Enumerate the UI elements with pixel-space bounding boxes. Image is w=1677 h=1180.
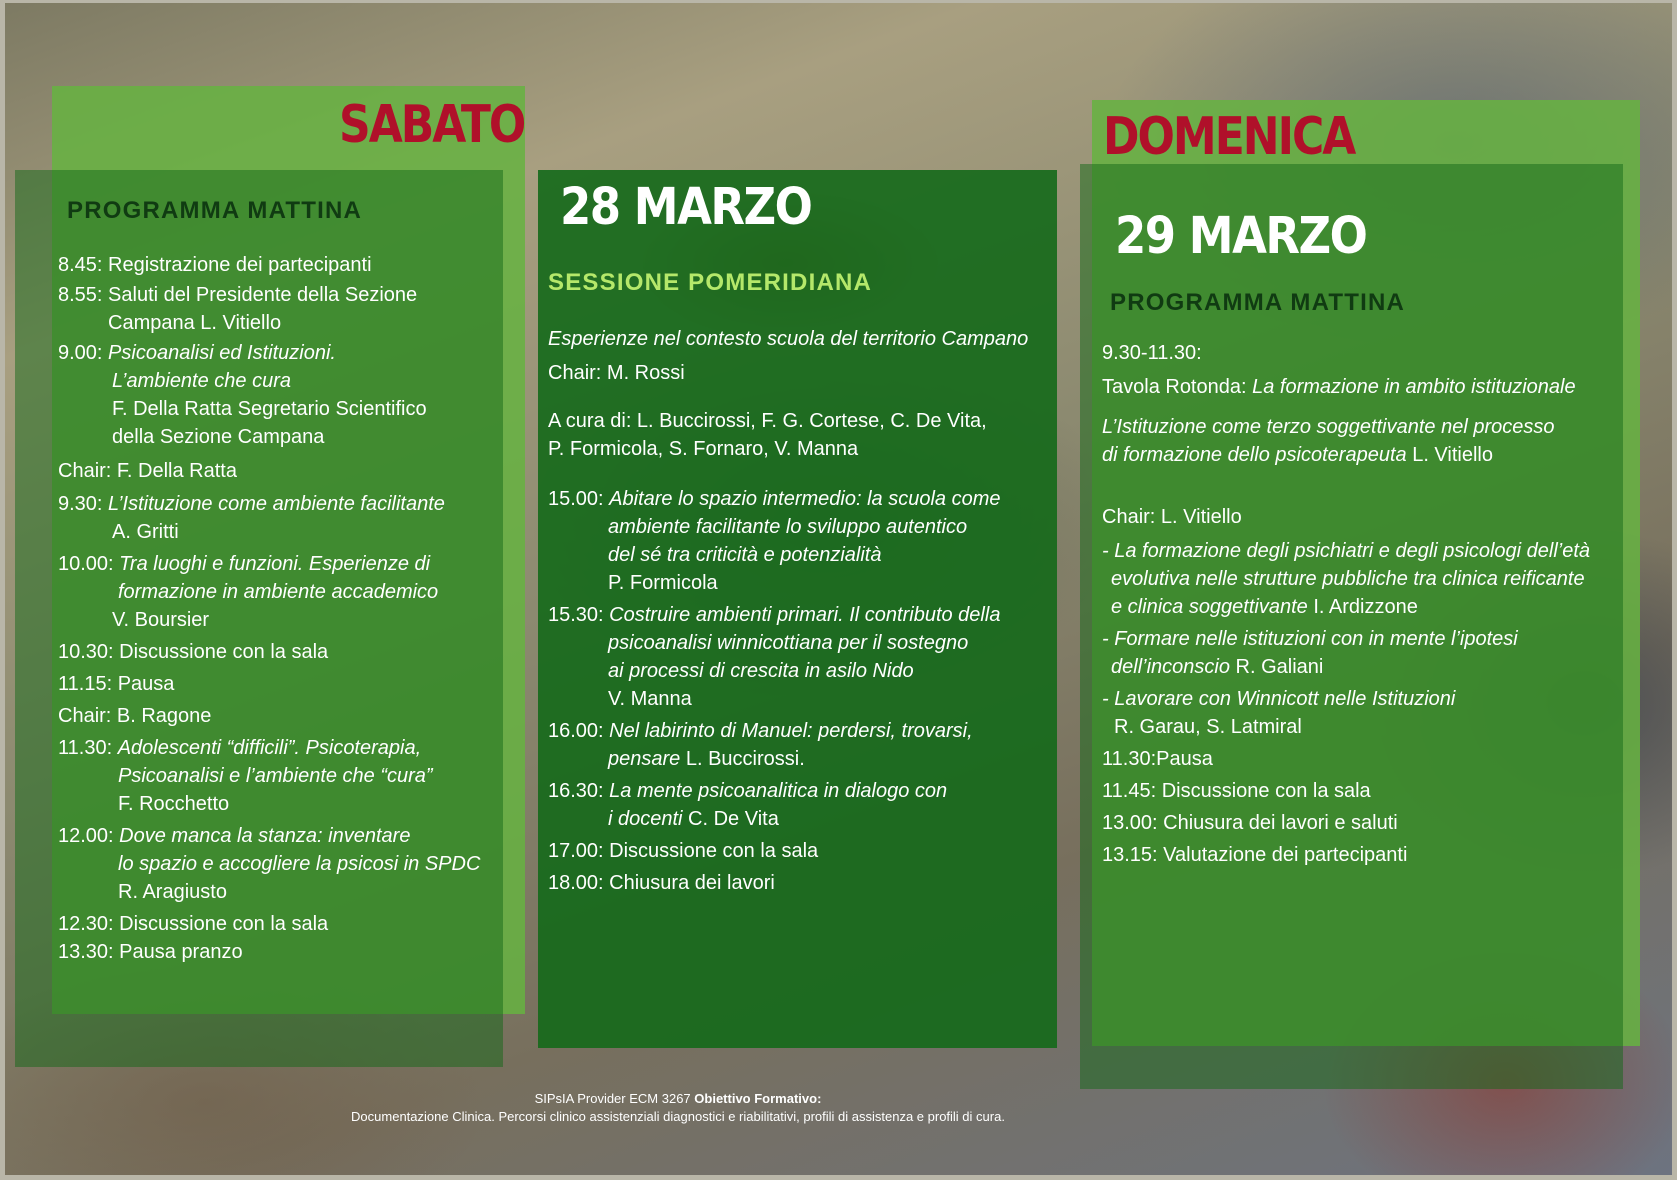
footer xyxy=(173,1090,1183,1126)
item-text-line4: V. Manna xyxy=(608,688,692,710)
list-item xyxy=(58,734,508,818)
list-item xyxy=(58,670,508,698)
list-item xyxy=(58,938,508,966)
item-text: Dove manca la stanza: inventare xyxy=(119,825,411,847)
item-time: 9.30: xyxy=(58,493,103,515)
item-text: Pausa xyxy=(117,673,175,695)
item-time: 8.55: xyxy=(58,284,103,306)
list-item xyxy=(1102,777,1642,805)
middle-intro xyxy=(548,325,1048,463)
middle-section-heading: SESSIONE POMERIDIANA xyxy=(548,269,873,296)
item-text: L’Istituzione come ambiente facilitante xyxy=(108,493,445,515)
item-time: 11.15: xyxy=(58,673,113,695)
list-item xyxy=(58,281,508,337)
item-text-line2: psicoanalisi winnicottiana per il sostegno xyxy=(608,632,969,654)
right-programme xyxy=(1102,339,1642,869)
session-topic: Esperienze nel contesto scuola del territorio Campano xyxy=(548,328,1029,350)
session-chair: Chair: L. Vitiello xyxy=(1102,506,1242,528)
item-time: 13.00: xyxy=(1102,812,1158,834)
item-text-line4: P. Formicola xyxy=(608,572,718,594)
item-text-line3: F. Della Ratta Segretario Scientifico xyxy=(112,398,427,420)
item-time: 12.30: xyxy=(58,913,114,935)
list-item xyxy=(548,837,1053,865)
item-text: Registrazione dei partecipanti xyxy=(108,254,372,276)
institution-title-end: di formazione dello psicoterapeuta xyxy=(1102,444,1407,466)
list-item xyxy=(58,490,508,546)
item-time: 10.30: xyxy=(58,641,114,663)
item-time: 10.00: xyxy=(58,553,114,575)
list-item xyxy=(1102,745,1642,773)
item-text: Nel labirinto di Manuel: perdersi, trovarsi, xyxy=(609,720,973,742)
left-section-heading: PROGRAMMA MATTINA xyxy=(67,197,363,224)
left-programme-list xyxy=(58,251,508,966)
item-text: Discussione con la sala xyxy=(119,641,329,663)
talk1-line3 xyxy=(1102,593,1642,621)
list-item xyxy=(548,777,1053,833)
item-text-line2-wrap xyxy=(548,745,1053,773)
round-table-label: Tavola Rotonda: xyxy=(1102,376,1253,398)
item-text-line2-wrap xyxy=(548,805,1053,833)
item-text-line4: della Sezione Campana xyxy=(112,426,325,448)
item-time: 13.30: xyxy=(58,941,114,963)
session-curators-line2: P. Formicola, S. Fornaro, V. Manna xyxy=(548,438,859,460)
list-item xyxy=(1102,841,1642,869)
item-text: Discussione con la sala xyxy=(119,913,329,935)
list-item xyxy=(548,869,1053,897)
item-text-line2: formazione in ambiente accademico xyxy=(118,581,439,603)
item-text-line2: L’ambiente che cura xyxy=(112,370,292,392)
list-item-chair xyxy=(58,702,508,730)
item-time: 17.00: xyxy=(548,840,604,862)
item-text: Chair: B. Ragone xyxy=(58,705,212,727)
item-text: Discussione con la sala xyxy=(609,840,819,862)
right-section-heading: PROGRAMMA MATTINA xyxy=(1110,289,1406,316)
list-item-chair xyxy=(58,457,508,485)
item-text: Tra luoghi e funzioni. Esperienze di xyxy=(119,553,431,575)
item-time: 12.00: xyxy=(58,825,114,847)
talk1-line1: - La formazione degli psichiatri e degli psicologi dell’età xyxy=(1102,540,1591,562)
item-time: 16.30: xyxy=(548,780,604,802)
item-text-line3: R. Aragiusto xyxy=(118,881,227,903)
item-time: 11.30: xyxy=(1102,748,1157,770)
session-curators-line1: A cura di: L. Buccirossi, F. G. Cortese, C. De Vita, xyxy=(548,410,987,432)
painted-background xyxy=(5,3,1672,1175)
talk3-speakers: R. Garau, S. Latmiral xyxy=(1114,716,1302,738)
list-item xyxy=(548,601,1053,713)
item-text-line3: F. Rocchetto xyxy=(118,793,230,815)
item-time: 16.00: xyxy=(548,720,604,742)
talk2-line1: - Formare nelle istituzioni con in mente l’ipotesi xyxy=(1102,628,1518,650)
provider-text: SIPsIA Provider ECM 3267 xyxy=(534,1091,691,1106)
item-text: Costruire ambienti primari. Il contributo della xyxy=(609,604,1001,626)
round-table-line xyxy=(1102,373,1642,401)
middle-programme-list xyxy=(548,485,1053,897)
list-item xyxy=(548,717,1053,773)
item-text-line2: pensare xyxy=(608,748,681,770)
item-text: Discussione con la sala xyxy=(1161,780,1371,802)
talk2-title-end: dell’inconscio xyxy=(1111,656,1230,678)
talk2-speaker: R. Galiani xyxy=(1229,656,1324,678)
list-item xyxy=(58,910,508,938)
day-title-sunday: DOMENICA xyxy=(1103,107,1355,168)
item-time: 9.00: xyxy=(58,342,103,364)
item-time: 15.00: xyxy=(548,488,604,510)
item-text-line2: ambiente facilitante lo sviluppo autentico xyxy=(608,516,968,538)
item-text-line2: A. Gritti xyxy=(112,521,179,543)
item-time: 18.00: xyxy=(548,872,604,894)
talk1-line2: evolutiva nelle strutture pubbliche tra clinica reificante xyxy=(1111,568,1585,590)
list-item xyxy=(58,638,508,666)
institution-line1: L’Istituzione come terzo soggettivante nel processo xyxy=(1102,416,1555,438)
list-item xyxy=(58,550,508,634)
item-text: Chair: F. Della Ratta xyxy=(58,460,237,482)
item-text: Psicoanalisi ed Istituzioni. xyxy=(108,342,336,364)
item-text: La mente psicoanalitica in dialogo con xyxy=(609,780,948,802)
item-speaker: L. Buccirossi. xyxy=(680,748,805,770)
list-item xyxy=(58,251,508,279)
item-text: Saluti del Presidente della Sezione xyxy=(108,284,418,306)
item-time: 13.15: xyxy=(1102,844,1158,866)
item-text-line2: Psicoanalisi e l’ambiente che “cura” xyxy=(118,765,433,787)
item-text-line2: Campana L. Vitiello xyxy=(108,312,282,334)
item-text-line3: ai processi di crescita in asilo Nido xyxy=(608,660,914,682)
list-item xyxy=(58,822,508,906)
item-time: 11.30: xyxy=(58,737,113,759)
item-text: Adolescenti “difficili”. Psicoterapia, xyxy=(117,737,422,759)
item-text: Pausa pranzo xyxy=(119,941,243,963)
item-text-line2: lo spazio e accogliere la psicosi in SPDC xyxy=(118,853,481,875)
item-text: Chiusura dei lavori xyxy=(609,872,775,894)
round-table-title: La formazione in ambito istituzionale xyxy=(1252,376,1576,398)
list-item xyxy=(548,485,1053,597)
session-chair: Chair: M. Rossi xyxy=(548,362,685,384)
talk1-speaker: I. Ardizzone xyxy=(1307,596,1418,618)
day-title-saturday: SABATO xyxy=(339,95,525,156)
item-time: 8.45: xyxy=(58,254,103,276)
list-item xyxy=(58,339,508,451)
round-table-time: 9.30-11.30: xyxy=(1102,342,1202,364)
talk2-line2 xyxy=(1102,653,1642,681)
objective-label: Obiettivo Formativo: xyxy=(694,1091,822,1106)
item-text-line2: i docenti xyxy=(608,808,683,830)
institution-line2 xyxy=(1102,441,1642,469)
footer-line1 xyxy=(173,1090,1183,1108)
item-text: Pausa xyxy=(1156,748,1213,770)
item-text: Valutazione dei partecipanti xyxy=(1163,844,1408,866)
item-speaker: C. De Vita xyxy=(682,808,779,830)
item-text: Abitare lo spazio intermedio: la scuola come xyxy=(609,488,1001,510)
date-29-march: 29 MARZO xyxy=(1115,206,1367,266)
talk3-line1: - Lavorare con Winnicott nelle Istituzioni xyxy=(1102,688,1456,710)
item-text: Chiusura dei lavori e saluti xyxy=(1163,812,1398,834)
list-item xyxy=(1102,809,1642,837)
talk1-title-end: e clinica soggettivante xyxy=(1111,596,1308,618)
item-text-line3: V. Boursier xyxy=(112,609,210,631)
institution-speaker: L. Vitiello xyxy=(1406,444,1493,466)
item-time: 11.45: xyxy=(1102,780,1157,802)
item-time: 15.30: xyxy=(548,604,604,626)
item-text-line3: del sé tra criticità e potenzialità xyxy=(608,544,882,566)
objective-text: Documentazione Clinica. Percorsi clinico assistenziali diagnostici e riabilitativi, profili di assistenza e profili di cura. xyxy=(351,1109,1005,1124)
date-28-march: 28 MARZO xyxy=(560,177,812,237)
